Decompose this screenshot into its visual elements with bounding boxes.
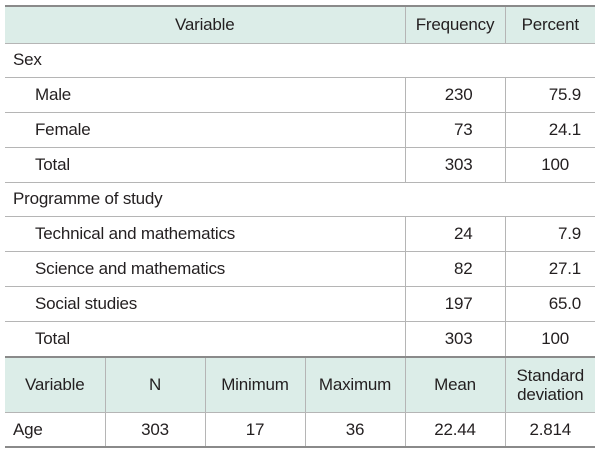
row-frequency: 73 — [405, 112, 505, 147]
cell-n: 303 — [105, 413, 205, 448]
table-row — [5, 286, 595, 321]
header-variable: Variable — [5, 6, 405, 43]
section-programme — [5, 182, 595, 216]
table-row — [5, 413, 595, 448]
table-row — [5, 112, 595, 147]
cell-maximum: 36 — [305, 413, 405, 448]
stats-tables — [5, 5, 595, 448]
cell-mean: 22.44 — [405, 413, 505, 448]
cell-minimum: 17 — [205, 413, 305, 448]
row-frequency: 230 — [405, 77, 505, 112]
header-maximum: Maximum — [305, 357, 405, 413]
table-row — [5, 216, 595, 251]
header-sd-line2: deviation — [517, 384, 584, 404]
row-percent: 27.1 — [505, 251, 595, 286]
row-label: Total — [5, 147, 405, 182]
table-row — [5, 251, 595, 286]
cell-sd: 2.814 — [505, 413, 595, 448]
section-title: Programme of study — [5, 182, 595, 216]
row-percent: 75.9 — [505, 77, 595, 112]
row-label: Male — [5, 77, 405, 112]
row-frequency: 303 — [405, 321, 505, 356]
row-percent: 7.9 — [505, 216, 595, 251]
header-percent: Percent — [505, 6, 595, 43]
row-label: Total — [5, 321, 405, 356]
cell-variable: Age — [5, 413, 105, 448]
header-mean: Mean — [405, 357, 505, 413]
header-n: N — [105, 357, 205, 413]
row-frequency: 197 — [405, 286, 505, 321]
section-title: Sex — [5, 43, 595, 77]
table-row — [5, 147, 595, 182]
header-standard-deviation — [505, 357, 595, 413]
section-sex — [5, 43, 595, 77]
descriptive-stats-header — [5, 357, 595, 413]
table-row — [5, 77, 595, 112]
row-label: Female — [5, 112, 405, 147]
descriptive-stats-table — [5, 356, 595, 449]
header-variable: Variable — [5, 357, 105, 413]
row-frequency: 82 — [405, 251, 505, 286]
header-frequency: Frequency — [405, 6, 505, 43]
row-label: Social studies — [5, 286, 405, 321]
row-percent: 24.1 — [505, 112, 595, 147]
row-label: Science and mathematics — [5, 251, 405, 286]
frequency-table — [5, 5, 595, 356]
row-percent: 65.0 — [505, 286, 595, 321]
frequency-table-header — [5, 6, 595, 43]
header-minimum: Minimum — [205, 357, 305, 413]
row-percent: 100 — [505, 147, 595, 182]
row-label: Technical and mathematics — [5, 216, 405, 251]
row-frequency: 303 — [405, 147, 505, 182]
table-row — [5, 321, 595, 356]
row-frequency: 24 — [405, 216, 505, 251]
header-sd-line1: Standard — [516, 365, 584, 385]
row-percent: 100 — [505, 321, 595, 356]
